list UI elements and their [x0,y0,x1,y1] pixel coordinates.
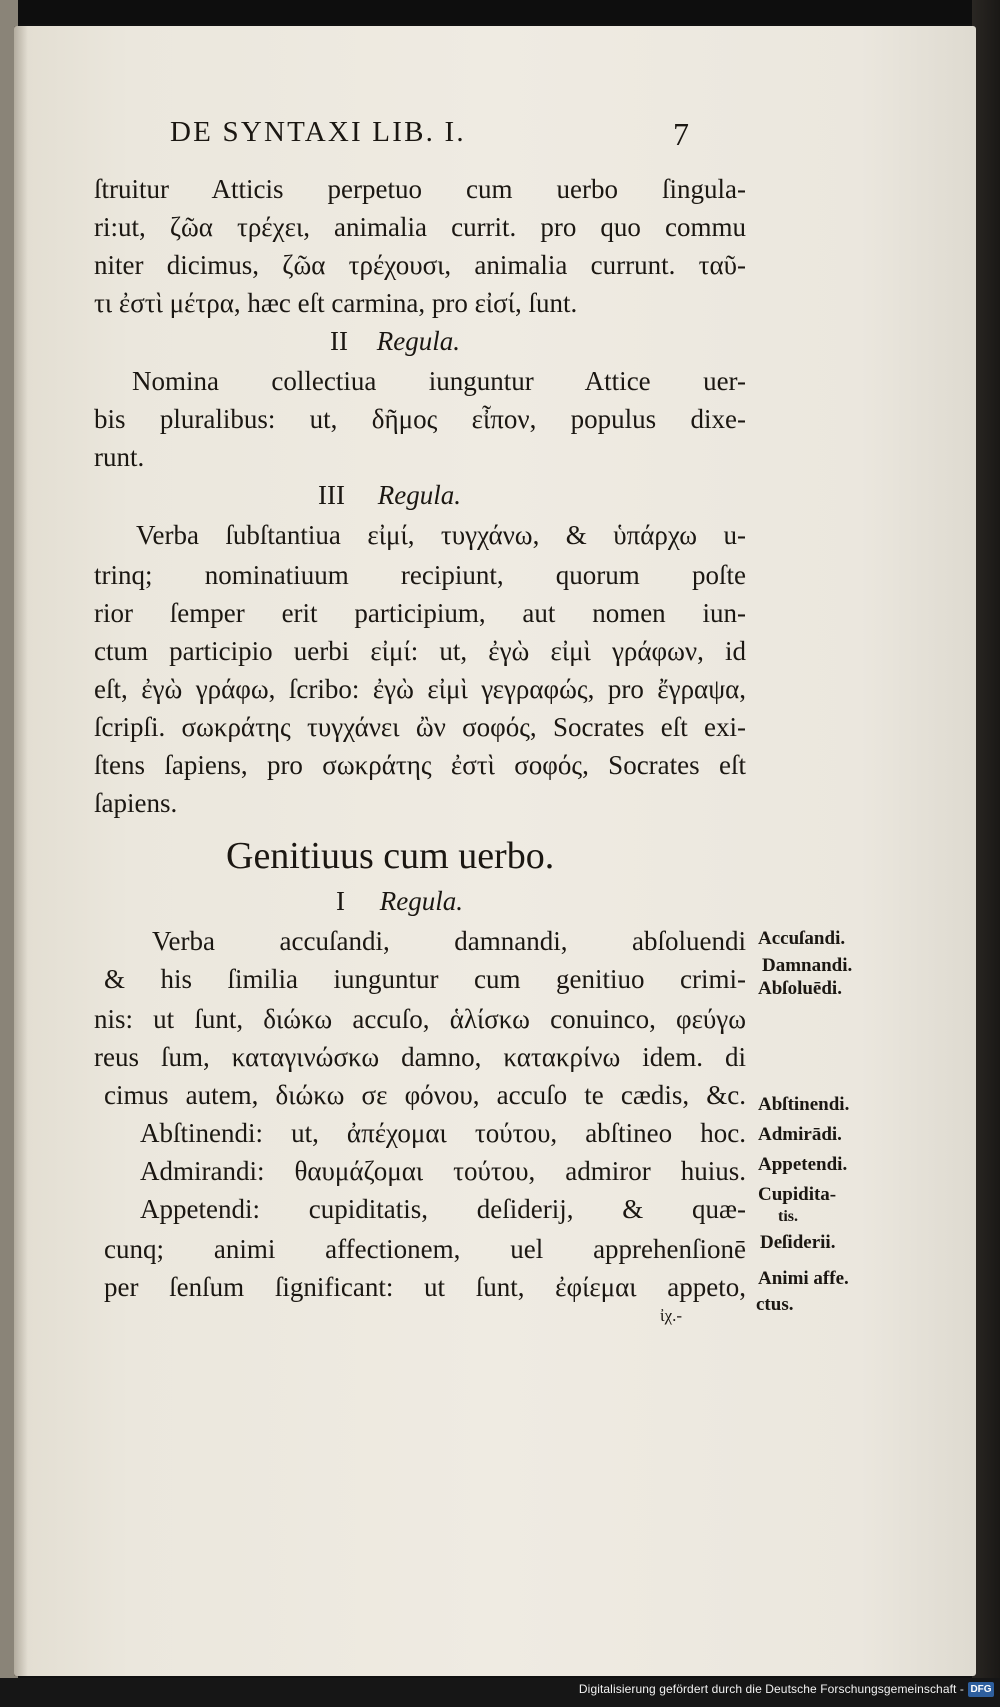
text-line: runt. [94,442,145,472]
page-number: 7 [673,116,689,152]
text-line: cunq; animi affectionem, uel apprehenſionē [104,1234,746,1264]
section-heading: Genitiuus cum uerbo. [226,835,555,877]
rule-heading [330,326,460,357]
digitization-credit: Digitalisierung gefördert durch die Deutsche Forschungsgemeinschaft - [578,1682,964,1696]
margin-note: Cupidita- [758,1184,837,1205]
text-line: Admirandi: θαυμάζομαι τούτου, admiror huius. [140,1156,746,1186]
catchword: ἰχ.- [660,1306,683,1325]
text-line: cimus autem, διώκω σε φόνου, accuſo te cædis, &c. [104,1080,746,1110]
rule-number: I [336,886,345,916]
text-line: ſcripſi. σωκράτης τυγχάνει ὢν σοφός, Socrates eſt exi- [94,712,746,742]
text-line: reus ſum, καταγινώσκω damno, κατακρίνω idem. di [94,1042,746,1072]
text-line: niter dicimus, ζῶα τρέχουσι, animalia currunt. ταῦ- [94,250,746,280]
margin-note: Animi affe. [758,1268,849,1289]
text-line: Appetendi: cupiditatis, deſiderij, & quæ- [140,1194,746,1224]
text-line: Abſtinendi: ut, ἀπέχομαι τούτου, abſtineo hoc. [140,1118,746,1148]
text-line: trinq; nominatiuum recipiunt, quorum poſte [94,560,746,590]
text-line: & his ſimilia iunguntur cum genitiuo crimi- [104,964,746,994]
dfg-logo: DFG [968,1682,994,1697]
gutter-shadow [14,26,28,1676]
margin-note: Admirādi. [758,1124,842,1145]
text-line: Nomina collectiua iunguntur Attice uer- [132,366,746,396]
rule-number: II [330,326,348,356]
margin-note: Deſiderii. [760,1232,836,1253]
text-line: per ſenſum ſignificant: ut ſunt, ἐφίεμαι appeto, [104,1272,746,1302]
margin-note: Abſtinendi. [758,1094,850,1115]
rule-heading [336,886,463,917]
text-line: Verba accuſandi, damnandi, abſoluendi [152,926,746,956]
scan-right-edge [972,0,1000,1707]
rule-word: Regula. [376,326,460,356]
text-line: nis: ut ſunt, διώκω accuſo, ἁλίσκω conuinco, φεύγω [94,1004,746,1034]
rule-heading [318,480,461,511]
text-line: ſtens ſapiens, pro σωκράτης ἐστὶ σοφός, Socrates eſt [94,750,746,780]
text-line: τι ἐστὶ μέτρα, hæc eſt carmina, pro εἰσί, ſunt. [94,288,578,318]
rule-number: III [318,480,345,510]
text-line: eſt, ἐγὼ γράφω, ſcribo: ἐγὼ εἰμὶ γεγραφώς, pro ἔγραψα, [94,674,746,704]
text-line: bis pluralibus: ut, δῆμος εἶπον, populus dixe- [94,404,746,434]
text-line: ſtruitur Atticis perpetuo cum uerbo ſingula- [94,174,746,204]
margin-note: Damnandi. [762,955,853,976]
running-title: DE SYNTAXI LIB. I. [170,116,466,148]
text-line: Verba ſubſtantiua εἰμί, τυγχάνω, & ὑπάρχω u- [136,520,746,550]
text-line: rior ſemper erit participium, aut nomen iun- [94,598,746,628]
rule-word: Regula. [377,480,461,510]
scan-background [0,0,1000,24]
text-line: ctum participio uerbi εἰμί: ut, ἐγὼ εἰμὶ γράφων, id [94,636,746,666]
text-line: ſapiens. [94,788,178,818]
margin-note: tis. [778,1208,798,1225]
margin-note: Appetendi. [758,1154,848,1175]
margin-note: ctus. [756,1294,794,1315]
text-line: ri:ut, ζῶα τρέχει, animalia currit. pro quo commu [94,212,746,242]
margin-note: Abſoluēdi. [758,978,842,999]
margin-note: Accuſandi. [758,928,846,949]
rule-word: Regula. [379,886,463,916]
